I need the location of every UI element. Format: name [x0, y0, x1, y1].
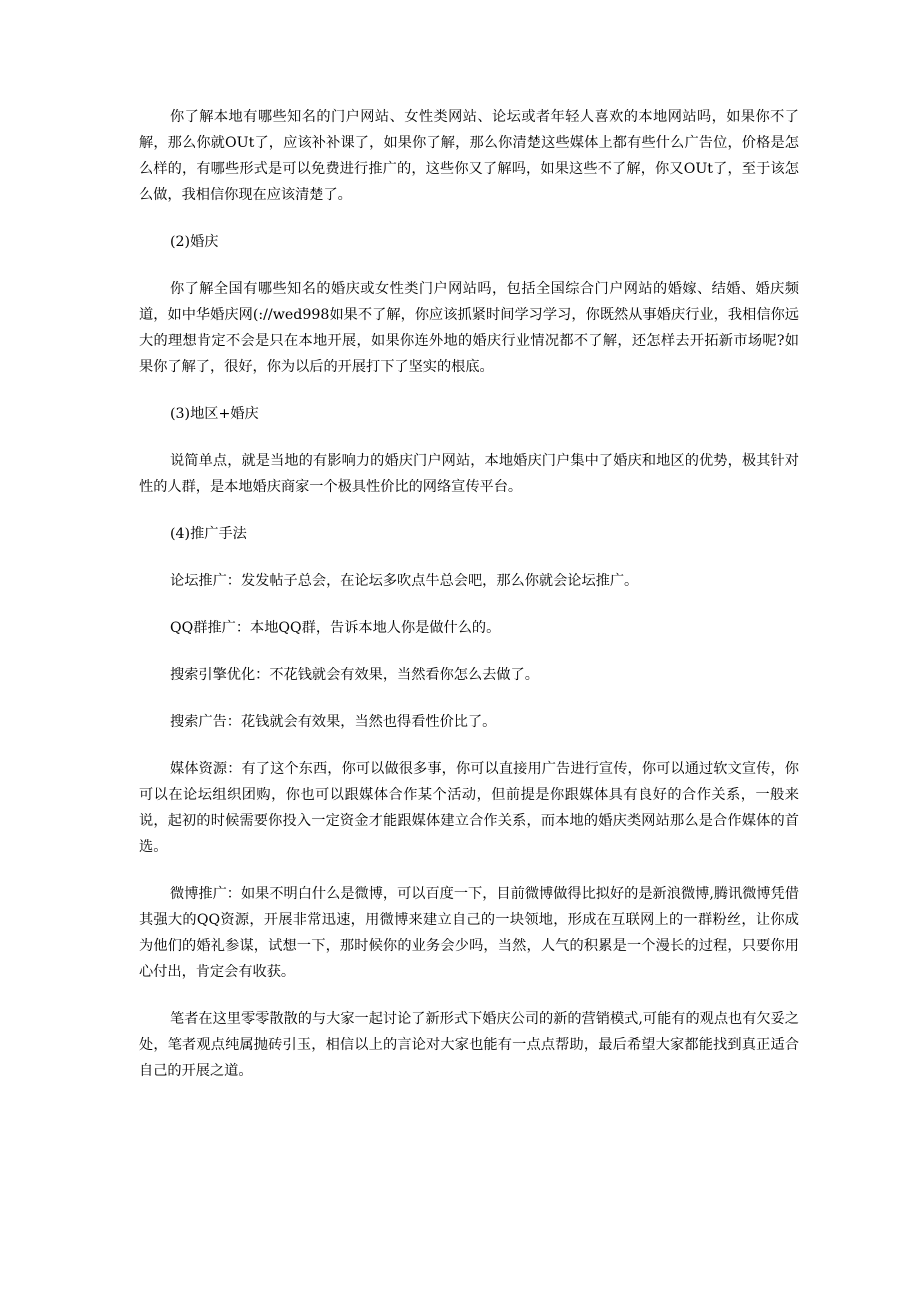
paragraph-media-resources: 媒体资源：有了这个东西，你可以做很多事，你可以直接用广告进行宣传，你可以通过软文宣传，你可以在论坛组织团购，你也可以跟媒体合作某个活动，但前提是你跟媒体具有良好的合作关系，一般来说，起初的时候需要你投入一定资金才能跟媒体建立合作关系，而本地的婚庆类网站那么是合作媒体的首选。 [139, 761, 799, 855]
paragraph-national-portals: 你了解全国有哪些知名的婚庆或女性类门户网站吗，包括全国综合门户网站的婚嫁、结婚、婚庆频道，如中华婚庆网(://wed998如果不了解，你应该抓紧时间学习学习，你既然从事婚庆行业，我相信你远大的理想肯定不会是只在本地开展，如果你连外地的婚庆行业情况都不了解，还怎样去开拓新市场呢?如果你了解了，很好，你为以后的开展打下了坚实的根底。 [139, 281, 799, 375]
paragraph-forum-promotion: 论坛推广：发发帖子总会，在论坛多吹点牛总会吧，那么你就会论坛推广。 [170, 573, 639, 589]
heading-wedding: (2)婚庆 [170, 234, 219, 250]
paragraph-local-portals: 你了解本地有哪些知名的门户网站、女性类网站、论坛或者年轻人喜欢的本地网站吗，如果你不了解，那么你就OUt了，应该补补课了，如果你了解，那么你清楚这些媒体上都有些什么广告位，价格是怎么样的，有哪些形式是可以免费进行推广的，这些你又了解吗，如果这些不了解，你又OUt了，至于该怎么做，我相信你现在应该清楚了。 [139, 109, 799, 203]
heading-region-wedding: (3)地区+婚庆 [170, 406, 259, 422]
paragraph-conclusion: 笔者在这里零零散散的与大家一起讨论了新形式下婚庆公司的新的营销模式,可能有的观点也有欠妥之处，笔者观点纯属抛砖引玉，相信以上的言论对大家也能有一点点帮助，最后希望大家都能找到真正适合自己的开展之道。 [139, 1011, 799, 1079]
document-page [139, 104, 799, 1105]
paragraph-seo: 搜索引擎优化：不花钱就会有效果，当然看你怎么去做了。 [170, 667, 539, 683]
paragraph-region-portal: 说简单点，就是当地的有影响力的婚庆门户网站，本地婚庆门户集中了婚庆和地区的优势，极其针对性的人群，是本地婚庆商家一个极具性价比的网络宣传平台。 [139, 453, 799, 495]
paragraph-search-ads: 搜索广告：花钱就会有效果，当然也得看性价比了。 [170, 714, 497, 730]
paragraph-weibo-promotion: 微博推广：如果不明白什么是微博，可以百度一下，目前微博做得比拟好的是新浪微博,腾讯微博凭借其强大的QQ资源，开展非常迅速，用微博来建立自己的一块领地，形成在互联网上的一群粉丝，让你成为他们的婚礼参谋，试想一下，那时候你的业务会少吗，当然，人气的积累是一个漫长的过程，只要你用心付出，肯定会有收获。 [139, 886, 799, 980]
paragraph-qq-promotion: QQ群推广：本地QQ群，告诉本地人你是做什么的。 [170, 620, 501, 636]
heading-promotion-methods: (4)推广手法 [170, 526, 247, 542]
